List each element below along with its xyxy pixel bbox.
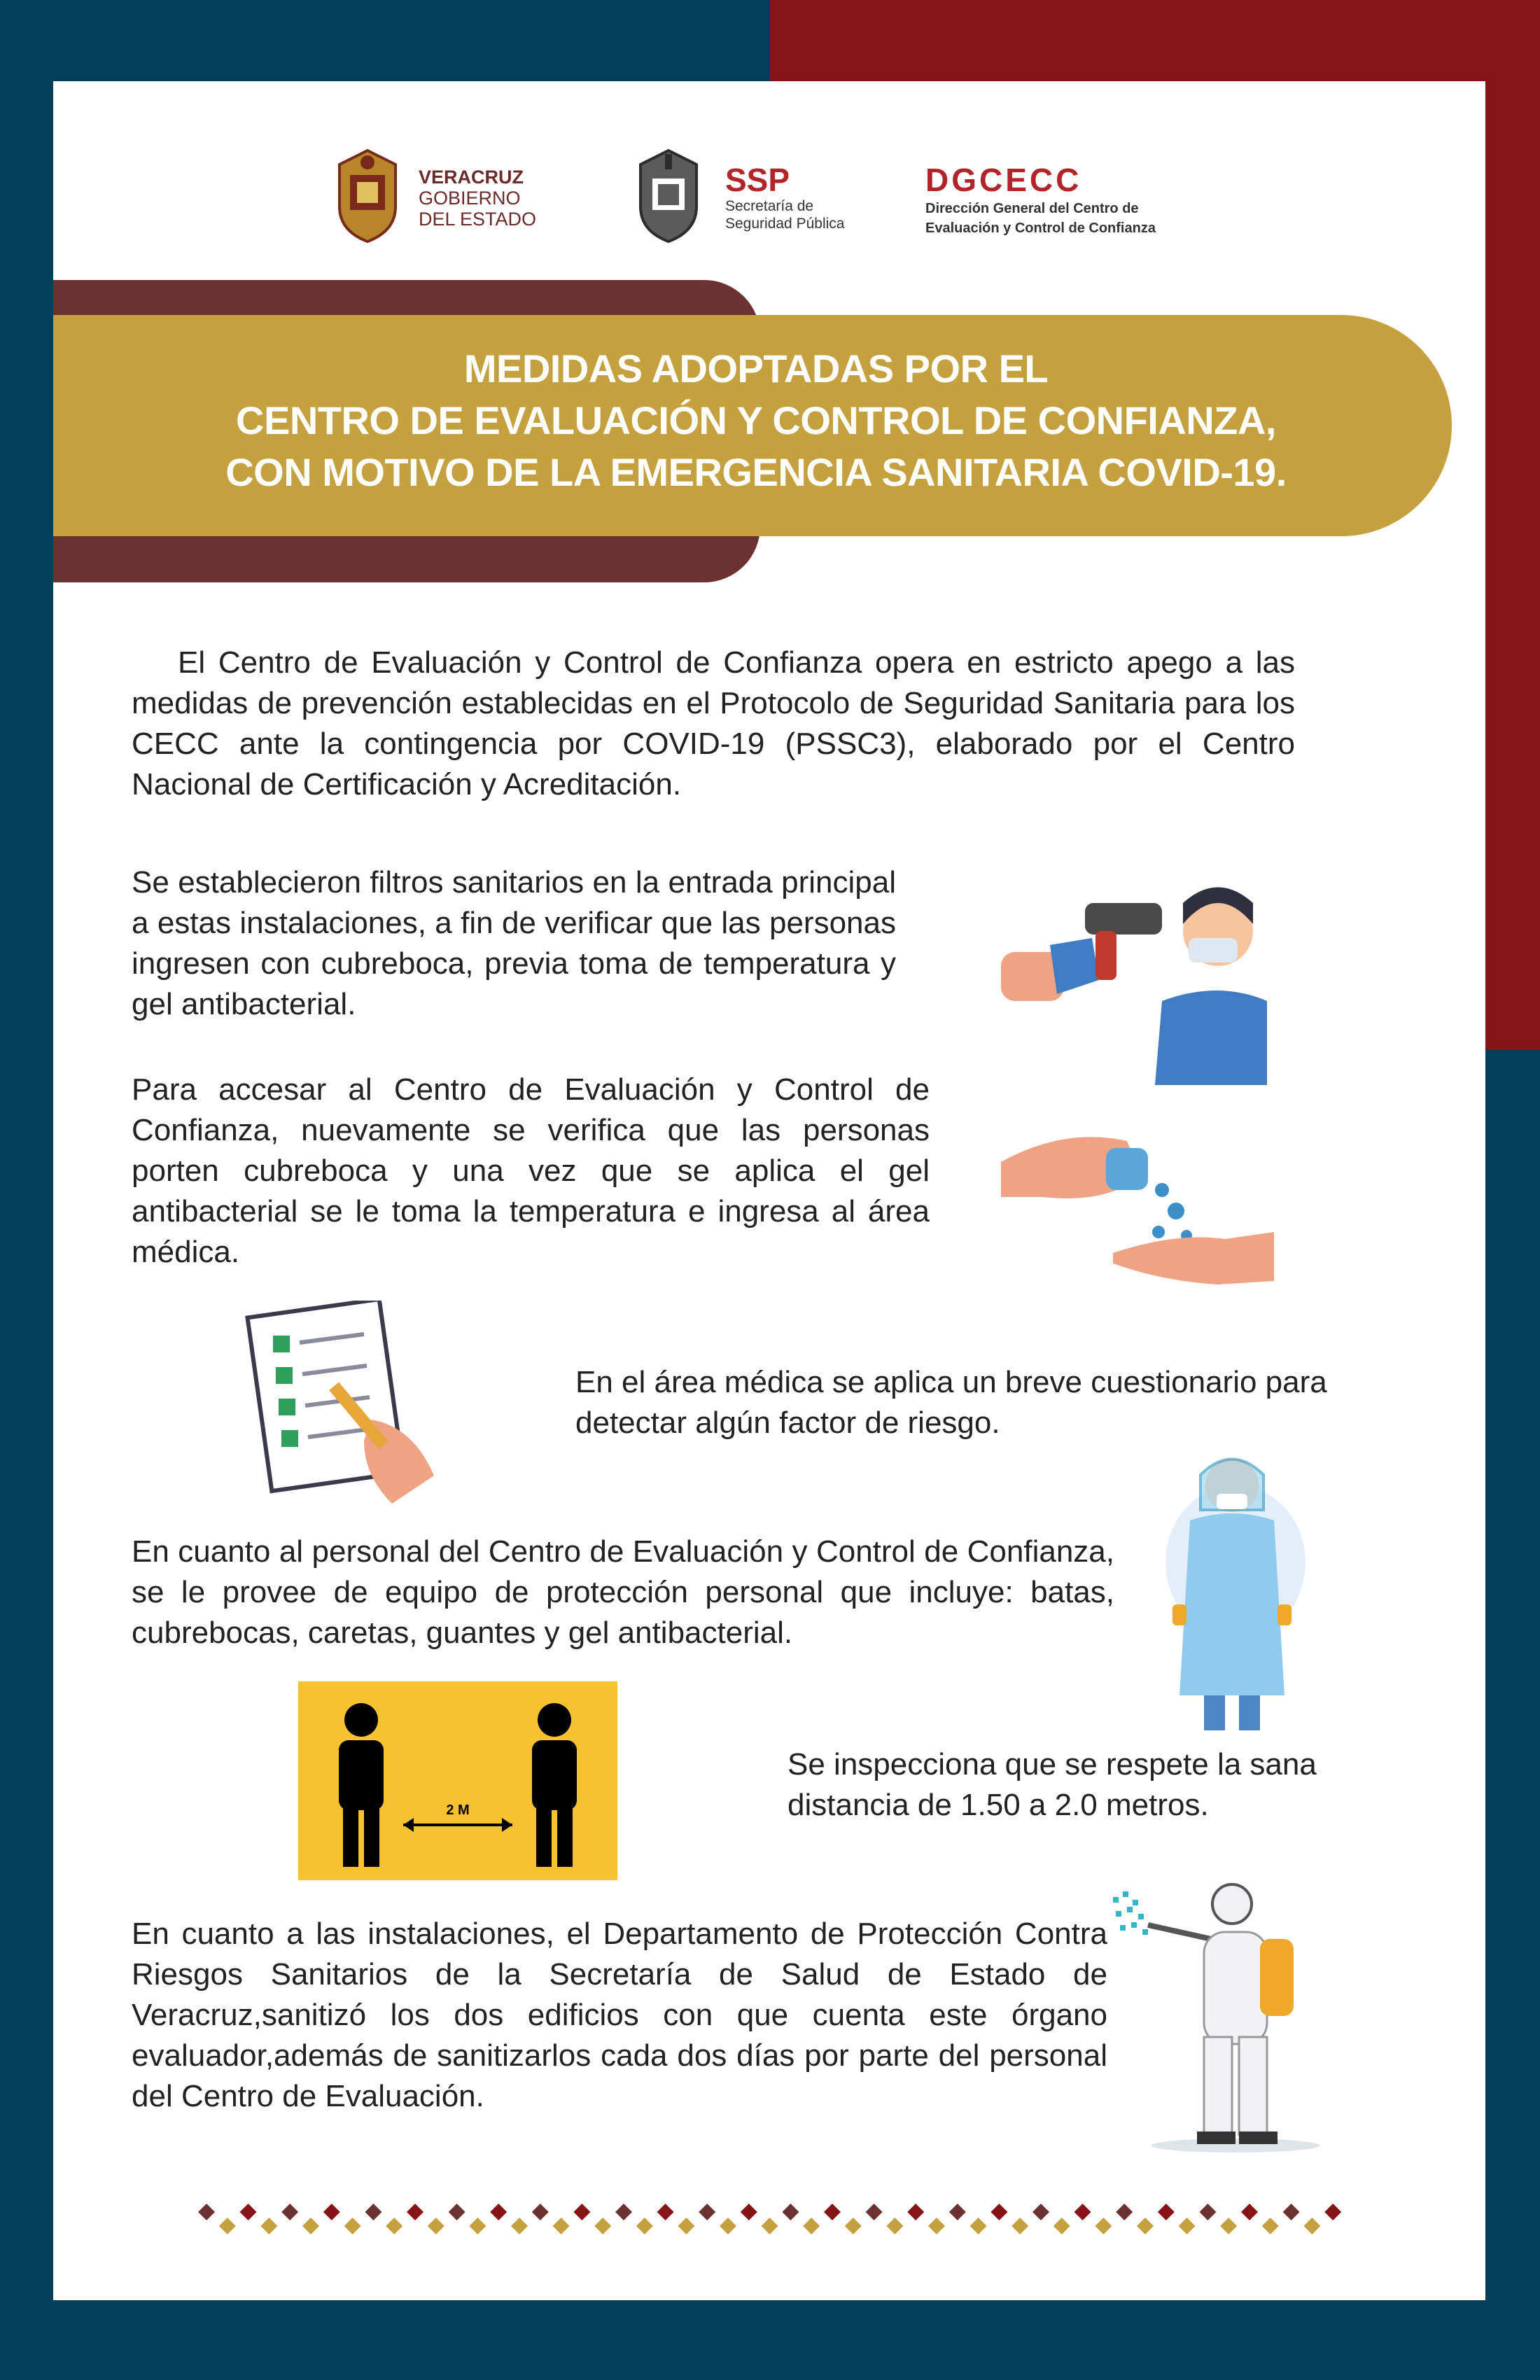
measure-access-control: Para accesar al Centro de Evaluación y Control de Confianza, nuevamente se verifica que las personas porten cubreboca y una vez que se aplica el gel antibacterial se le toma la temperatura e ingresa al área médica. [132, 1072, 930, 1269]
veracruz-logo [329, 147, 553, 252]
page-title [112, 343, 1400, 498]
veracruz-title: VERACRUZ [419, 167, 524, 188]
dgcecc-title: DGCECC [925, 162, 1082, 198]
dgcecc-line-2: Evaluación y Control de Confianza [925, 220, 1156, 236]
ssp-logo [630, 147, 882, 252]
ssp-line-1: Secretaría de [725, 198, 814, 214]
measure-medical-questionnaire: En el área médica se aplica un breve cuestionario para detectar algún factor de riesgo. [575, 1365, 1327, 1440]
temperature-check-illustration [1001, 875, 1267, 1085]
dgcecc-logo [925, 147, 1247, 252]
ssp-line-2: Seguridad Pública [725, 216, 845, 232]
dgcecc-line-1: Dirección General del Centro de [925, 201, 1139, 216]
title-line-2: CENTRO DE EVALUACIÓN Y CONTROL DE CONFIANZA, [236, 398, 1276, 442]
questionnaire-illustration [245, 1301, 448, 1504]
distance-label: 2 M [446, 1802, 470, 1818]
ssp-shield-icon [630, 147, 707, 245]
title-line-1: MEDIDAS ADOPTADAS POR EL [463, 346, 1049, 391]
decorative-diamond-border [196, 2198, 1344, 2240]
measure-entrance-filters: Se establecieron filtros sanitarios en la entrada principal a estas instalaciones, a fin de verificar que las personas ingresen con cubreboca, previa toma de temperatura y gel antibacterial. [132, 865, 896, 1021]
veracruz-line-2: GOBIERNO [419, 188, 521, 209]
title-line-3: CON MOTIVO DE LA EMERGENCIA SANITARIA COVID-19. [225, 450, 1287, 494]
social-distance-sign [298, 1681, 617, 1880]
veracruz-line-3: DEL ESTADO [419, 209, 537, 230]
ppe-worker-illustration [1155, 1443, 1309, 1737]
measure-social-distance: Se inspecciona que se respete la sana distancia de 1.50 a 2.0 metros. [788, 1747, 1317, 1822]
hand-sanitizer-illustration [1001, 1113, 1274, 1295]
intro-paragraph: El Centro de Evaluación y Control de Confianza opera en estricto apego a las medidas de prevención establecidas en el Protocolo de Seguridad Sanitaria para los CECC ante la contingencia por COVID-19 (PSSC3), elaborado por el Centro Nacional de Certificación y Acreditación. [132, 645, 1295, 802]
measure-staff-ppe: En cuanto al personal del Centro de Evaluación y Control de Confianza, se le provee de equipo de protección personal que incluye: batas, cubrebocas, caretas, guantes y gel antibacterial. [132, 1534, 1114, 1650]
sanitizing-worker-illustration [1106, 1876, 1323, 2156]
measure-facility-sanitization: En cuanto a las instalaciones, el Departamento de Protección Contra Riesgos Sanitarios de la Secretaría de Salud de Estado de Veracruz,sanitizó los dos edificios con que cuenta este órgano evaluador,además de sanitizarlos cada dos días por parte del personal del Centro de Evaluación. [132, 1917, 1107, 2113]
ssp-title: SSP [725, 162, 790, 198]
coat-of-arms-icon [329, 147, 406, 245]
